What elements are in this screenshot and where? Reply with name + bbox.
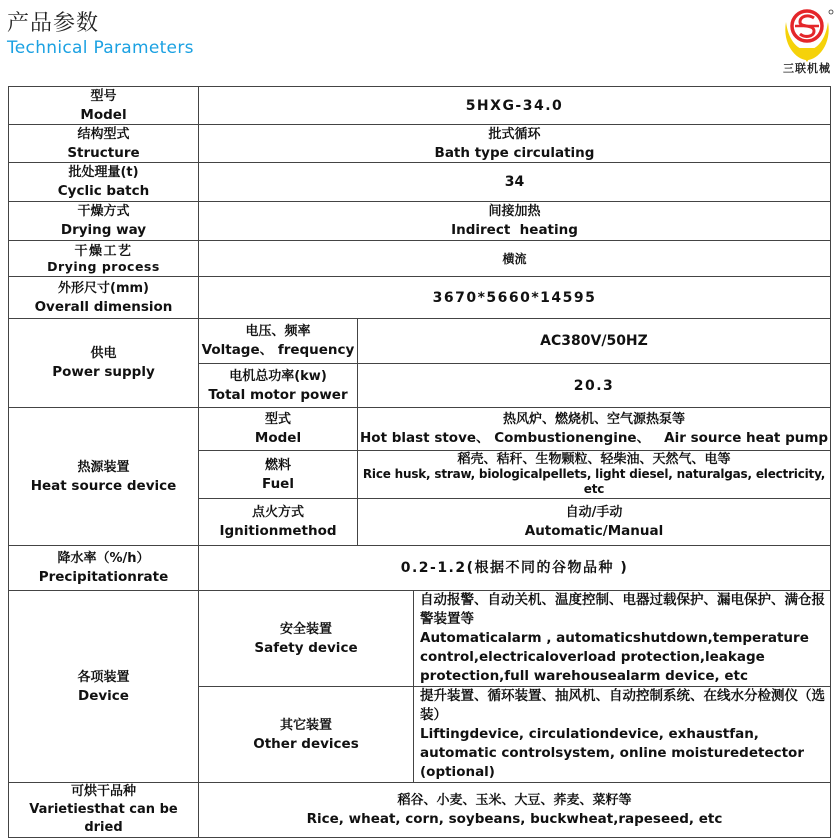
drying-way-value-en: Indirect heating xyxy=(451,222,578,238)
sublabel-cn: 电机总功率(kw) xyxy=(229,368,327,384)
row-model xyxy=(9,87,831,125)
safety-value-en: Automaticalarm , automaticshutdown,temperature control,electricaloverload protection,leakage protection,full warehousealarm device, etc xyxy=(420,630,809,684)
label-cn: 可烘干品种 xyxy=(70,784,136,799)
label-en: Drying process xyxy=(47,258,160,274)
page-title-en: Technical Parameters xyxy=(7,38,194,58)
device-label-en: Device xyxy=(78,687,129,704)
label-cn: 结构型式 xyxy=(77,126,130,142)
power-supply-label-cn: 供电 xyxy=(90,346,117,361)
label-en: Overall dimension xyxy=(34,298,173,315)
label-cn: 干燥工艺 xyxy=(74,243,133,259)
fuel-value-en: Rice husk, straw, biologicalpellets, light diesel, naturalgas, electricity, etc xyxy=(362,467,826,496)
label-en: Varietiesthat can be dried xyxy=(29,802,178,835)
label-cn: 批处理量(t) xyxy=(68,165,139,180)
row-power-voltage xyxy=(9,319,831,364)
parameters-table xyxy=(8,86,831,838)
voltage-value: AC380V/50HZ xyxy=(358,319,831,364)
ignition-value-cn: 自动/手动 xyxy=(565,505,623,520)
row-device-safety xyxy=(9,591,831,687)
label-cn: 型号 xyxy=(90,88,117,104)
heat-source-label-en: Heat source device xyxy=(30,477,177,494)
structure-value-en: Bath type circulating xyxy=(434,144,595,161)
motor-power-value: 20.3 xyxy=(358,364,831,408)
logo-text: 三联机械 xyxy=(783,62,831,75)
label-en: Cyclic batch xyxy=(57,183,150,199)
sublabel-en: Other devices xyxy=(253,735,359,752)
heat-source-label-cn: 热源装置 xyxy=(77,459,130,475)
label-en: Model xyxy=(80,106,127,123)
sublabel-cn: 电压、频率 xyxy=(245,324,311,339)
cyclic-batch-value: 34 xyxy=(199,163,831,202)
row-cyclic-batch xyxy=(9,163,831,202)
other-devices-value-cn: 提升装置、循环装置、抽风机、自动控制系统、在线水分检测仪（选装） xyxy=(420,688,825,723)
overall-dimension-value: 3670*5660*14595 xyxy=(199,277,831,319)
label-cn: 降水率（%/h） xyxy=(57,551,150,566)
power-supply-label-en: Power supply xyxy=(52,364,155,380)
row-overall-dimension xyxy=(9,277,831,319)
row-heat-model xyxy=(9,408,831,451)
sublabel-cn: 型式 xyxy=(264,412,291,427)
row-varieties xyxy=(9,783,831,838)
sublabel-en: Safety device xyxy=(254,639,358,656)
sublabel-cn: 点火方式 xyxy=(251,505,304,520)
row-drying-process xyxy=(9,241,831,277)
page-title-cn: 产品参数 xyxy=(7,11,100,36)
sublabel-en: Fuel xyxy=(262,475,294,492)
fuel-value-cn: 稻壳、秸秆、生物颗粒、轻柴油、天然气、电等 xyxy=(457,452,731,467)
drying-way-value-cn: 间接加热 xyxy=(488,204,541,219)
row-precipitation xyxy=(9,546,831,591)
sublabel-en: Total motor power xyxy=(208,386,348,403)
heat-model-value-cn: 热风炉、燃烧机、空气源热泵等 xyxy=(502,412,685,427)
other-devices-value-en: Liftingdevice, circulationdevice, exhaustfan, automatic controlsystem, online moisturedetector (optional) xyxy=(420,726,804,780)
label-cn: 外形尺寸(mm) xyxy=(58,280,149,296)
model-value: 5HXG-34.0 xyxy=(199,87,831,125)
sublabel-en: Model xyxy=(254,430,302,446)
heat-model-value-en: Hot blast stove、 Combustionengine、 Air source heat pump xyxy=(360,430,829,446)
label-en: Structure xyxy=(67,144,140,161)
safety-value-cn: 自动报警、自动关机、温度控制、电器过载保护、漏电保护、满仓报警装置等 xyxy=(420,592,825,627)
sublabel-cn: 燃料 xyxy=(264,457,291,473)
drying-process-value: 横流 xyxy=(199,241,831,277)
precipitation-value: 0.2-1.2(根据不同的谷物品种 ) xyxy=(199,546,831,591)
label-en: Precipitationrate xyxy=(38,569,169,585)
sublabel-cn: 安全装置 xyxy=(279,621,332,637)
label-cn: 干燥方式 xyxy=(77,204,130,219)
varieties-value-cn: 稻谷、小麦、玉米、大豆、荞麦、菜籽等 xyxy=(397,793,632,808)
row-structure xyxy=(9,125,831,163)
sublabel-en: Ignitionmethod xyxy=(219,523,337,539)
sublabel-cn: 其它装置 xyxy=(279,717,332,733)
ignition-value-en: Automatic/Manual xyxy=(524,523,664,539)
varieties-value-en: Rice, wheat, corn, soybeans, buckwheat,rapeseed, etc xyxy=(306,811,723,827)
label-en: Drying way xyxy=(60,222,147,238)
sublabel-en: Voltage、 frequency xyxy=(201,342,355,358)
device-label-cn: 各项装置 xyxy=(77,669,130,685)
row-drying-way xyxy=(9,202,831,241)
structure-value-cn: 批式循环 xyxy=(488,126,541,142)
